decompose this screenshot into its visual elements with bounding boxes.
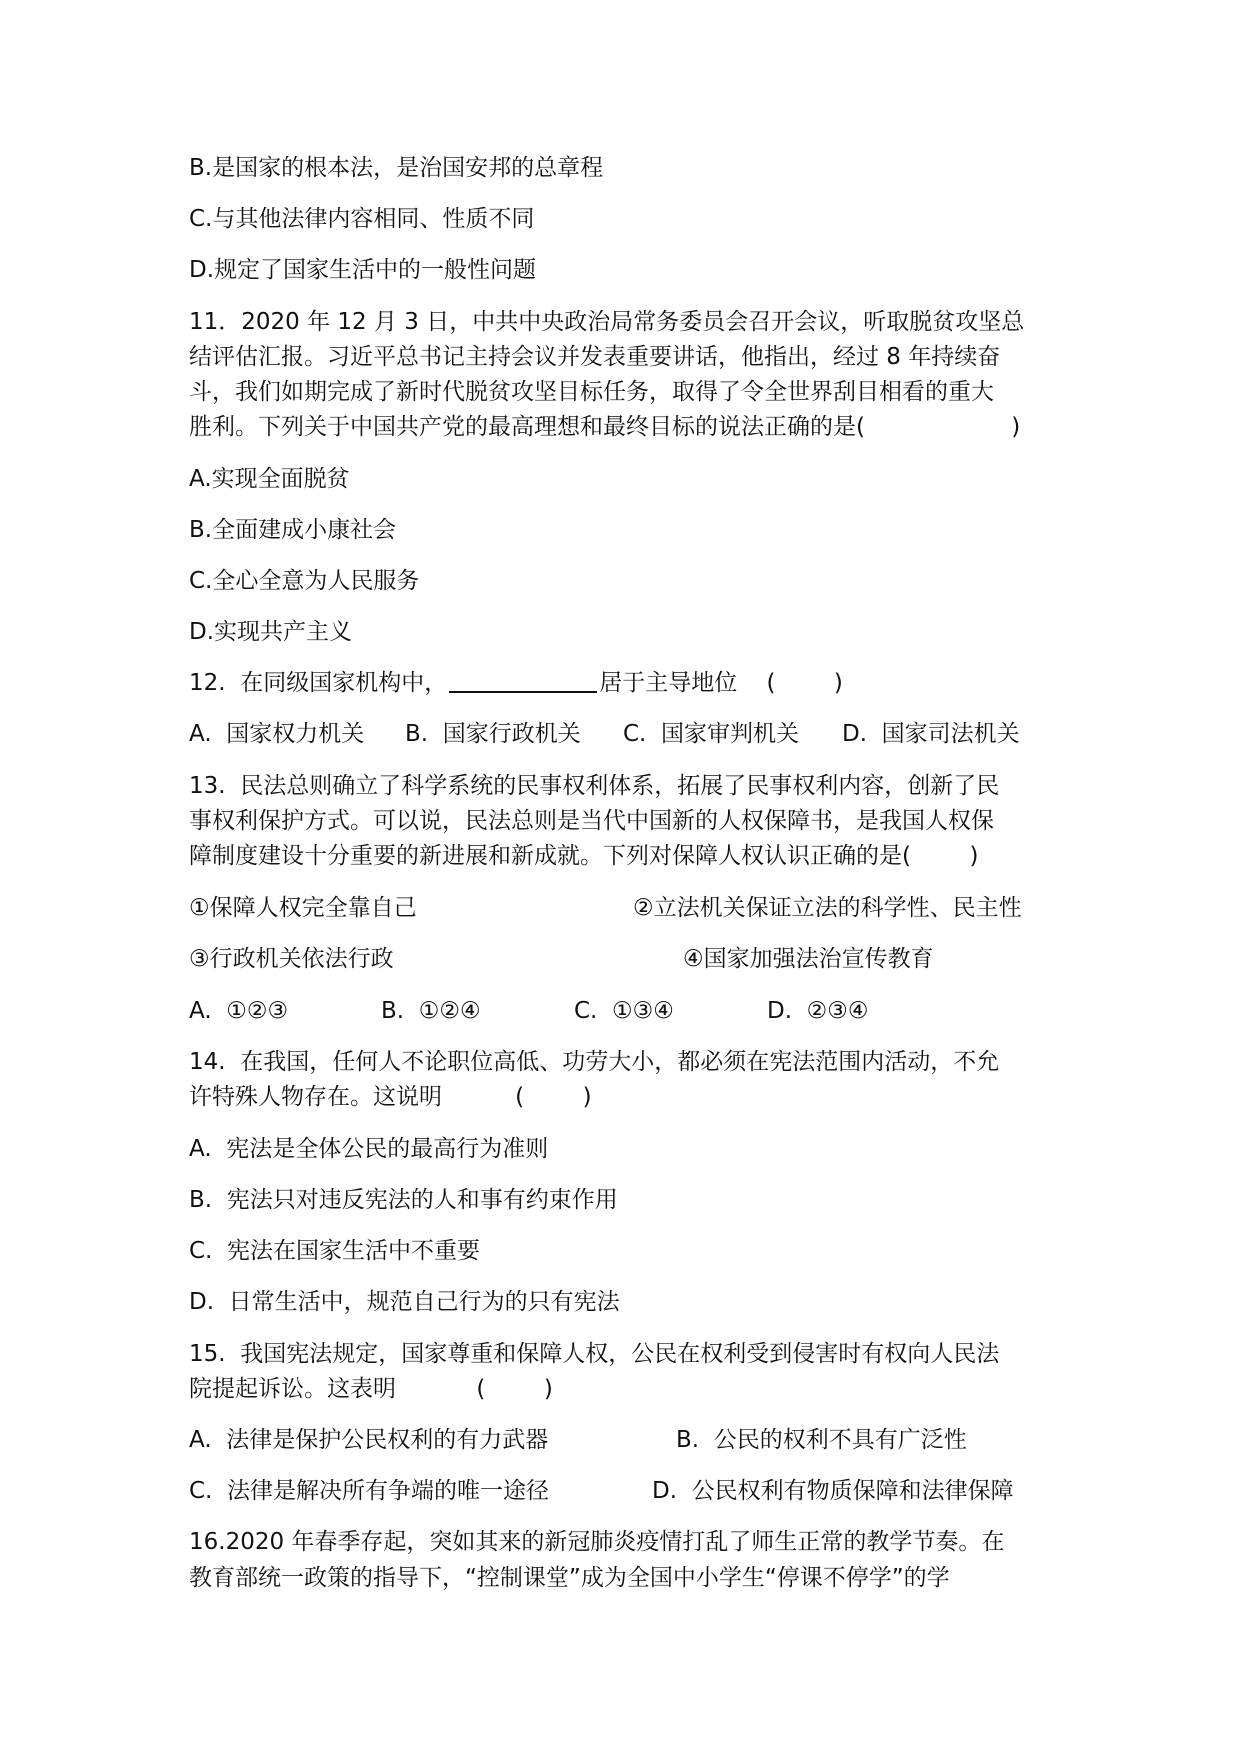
q13-option-b: B. ①②④ [381,998,481,1024]
q15-stem-line: 15. 我国宪法规定，国家尊重和保障人权，公民在权利受到侵害时有权向人民法 [189,1341,1000,1367]
q14-stem-line: 许特殊人物存在。这说明 ( ) [189,1084,592,1110]
q14-option-a: A. 宪法是全体公民的最高行为准则 [189,1136,549,1162]
q13-option-c: C. ①③④ [574,998,674,1024]
q15-option-d: D. 公民权利有物质保障和法律保障 [652,1478,1014,1504]
q11-stem-line: 11．2020 年 12 月 3 日，中共中央政治局常务委员会召开会议，听取脱贫攻坚总 [189,309,1025,335]
q12-stem [189,668,843,698]
q13-item-4: ④国家加强法治宣传教育 [683,946,934,972]
q12-option-a: A. 国家权力机关 [189,721,365,747]
q11-option-a: A.实现全面脱贫 [189,466,350,492]
q12-option-b: B. 国家行政机关 [405,721,581,747]
q14-option-b: B. 宪法只对违反宪法的人和事有约束作用 [189,1187,618,1213]
q15-option-a: A. 法律是保护公民权利的有力武器 [189,1427,549,1453]
q13-stem-line: 13. 民法总则确立了科学系统的民事权利体系，拓展了民事权利内容，创新了民 [189,773,1000,799]
q15-option-b: B. 公民的权利不具有广泛性 [676,1427,967,1453]
q13-item-3: ③行政机关依法行政 [189,946,394,972]
q13-item-2: ②立法机关保证立法的科学性、民主性 [633,895,1022,921]
q11-stem-line: 斗，我们如期完成了新时代脱贫攻坚目标任务，取得了令全世界刮目相看的重大 [189,379,994,405]
q11-option-d: D.实现共产主义 [189,619,353,645]
q11-option-b: B.全面建成小康社会 [189,517,397,543]
q10-option-b: B.是国家的根本法，是治国安邦的总章程 [189,155,604,181]
q14-option-c: C. 宪法在国家生活中不重要 [189,1238,480,1264]
q14-stem-line: 14. 在我国，任何人不论职位高低、功劳大小，都必须在宪法范围内活动，不允 [189,1049,1000,1075]
q12-stem-before: 12. 在同级国家机构中， [189,670,448,696]
q11-stem-line: 胜利。下列关于中国共产党的最高理想和最终目标的说法正确的是( ) [189,414,1021,440]
q11-stem-line: 结评估汇报。习近平总书记主持会议并发表重要讲话，他指出，经过 8 年持续奋 [189,344,1001,370]
q16-stem-line: 教育部统一政策的指导下，“控制课堂”成为全国中小学生“停课不停学”的学 [189,1565,950,1591]
answer-blank [449,669,597,693]
q13-option-d: D. ②③④ [767,998,869,1024]
q14-option-d: D. 日常生活中，规范自己行为的只有宪法 [189,1289,620,1315]
q13-item-1: ①保障人权完全靠自己 [189,895,417,921]
q10-option-c: C.与其他法律内容相同、性质不同 [189,206,535,232]
q13-stem-line: 事权利保护方式。可以说，民法总则是当代中国新的人权保障书，是我国人权保 [189,808,994,834]
q16-stem-line: 16.2020 年春季存起，突如其来的新冠肺炎疫情打乱了师生正常的教学节奏。在 [189,1529,1005,1555]
q12-stem-after: 居于主导地位 ( ) [599,670,843,696]
q12-option-d: D. 国家司法机关 [842,721,1020,747]
q15-stem-line: 院提起诉讼。这表明 ( ) [189,1376,553,1402]
q11-option-c: C.全心全意为人民服务 [189,568,420,594]
q10-option-d: D.规定了国家生活中的一般性问题 [189,257,537,283]
q12-option-c: C. 国家审判机关 [623,721,799,747]
q13-stem-line: 障制度建设十分重要的新进展和新成就。下列对保障人权认识正确的是( ) [189,843,979,869]
q15-option-c: C. 法律是解决所有争端的唯一途径 [189,1478,549,1504]
q13-option-a: A. ①②③ [189,998,289,1024]
